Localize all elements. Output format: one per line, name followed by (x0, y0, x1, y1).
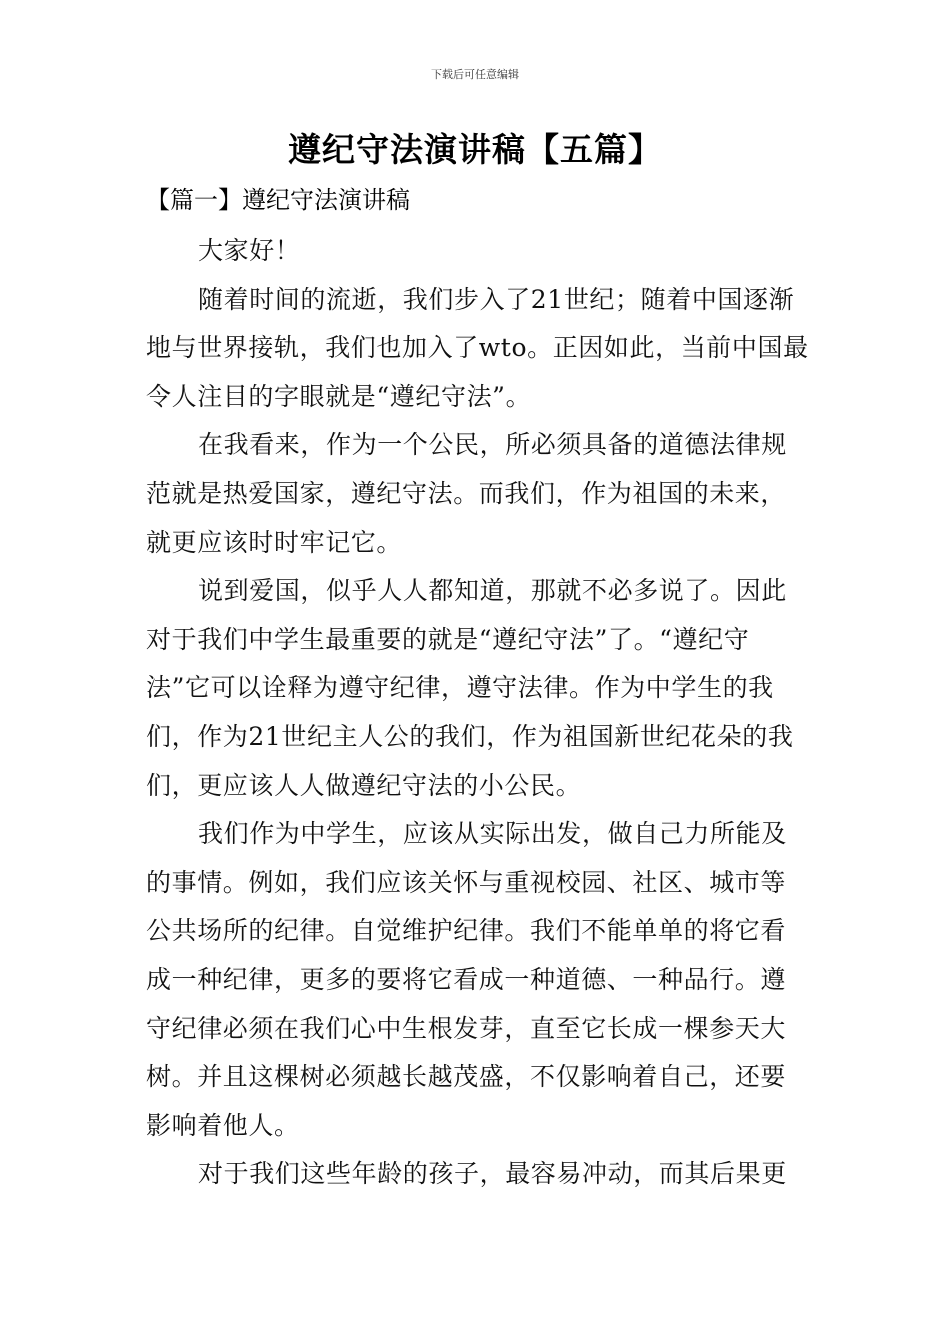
document-title: 遵纪守法演讲稿【五篇】 (288, 130, 662, 169)
document-body (146, 227, 809, 1199)
paragraph (146, 227, 806, 276)
paragraph-line: 说到爱国，似乎人人都知道，那就不必多说了。因此 (198, 576, 787, 606)
paragraph-line: 对于我们这些年龄的孩子，最容易冲动，而其后果更 (198, 1159, 787, 1189)
paragraph (146, 1150, 806, 1199)
paragraph-line: 令人注目的字眼就是“遵纪守法”。 (146, 381, 532, 411)
paragraph (146, 567, 806, 810)
paragraph-line: 地与世界接轨，我们也加入了wto。正因如此，当前中国最 (146, 333, 809, 363)
section-heading: 【篇一】遵纪守法演讲稿 (146, 186, 410, 214)
paragraph (146, 421, 806, 567)
paragraph (146, 810, 806, 1150)
paragraph-line: 法”它可以诠释为遵守纪律，遵守法律。作为中学生的我 (146, 673, 774, 703)
paragraph-line: 公共场所的纪律。自觉维护纪律。我们不能单单的将它看 (146, 916, 787, 946)
paragraph-line: 我们作为中学生，应该从实际出发，做自己力所能及 (198, 819, 787, 849)
paragraph-line: 在我看来，作为一个公民，所必须具备的道德法律规 (198, 430, 787, 460)
paragraph-line: 成一种纪律，更多的要将它看成一种道德、一种品行。遵 (146, 964, 787, 994)
paragraph-line: 的事情。例如，我们应该关怀与重视校园、社区、城市等 (146, 867, 787, 897)
paragraph-line: 影响着他人。 (146, 1110, 300, 1140)
paragraph-line: 随着时间的流逝，我们步入了21世纪；随着中国逐渐 (198, 284, 795, 314)
paragraph-line: 树。并且这棵树必须越长越茂盛，不仅影响着自己，还要 (146, 1062, 787, 1092)
paragraph-line: 大家好！ (198, 236, 301, 265)
paragraph-line: 就更应该时时牢记它。 (146, 527, 403, 557)
paragraph-line: 对于我们中学生最重要的就是“遵纪守法”了。“遵纪守 (146, 624, 750, 654)
paragraph-line: 范就是热爱国家，遵纪守法。而我们，作为祖国的未来， (146, 478, 787, 508)
paragraph-line: 们，作为21世纪主人公的我们，作为祖国新世纪花朵的我 (146, 721, 794, 751)
paragraph-line: 守纪律必须在我们心中生根发芽，直至它长成一棵参天大 (146, 1013, 787, 1043)
paragraph-line: 们，更应该人人做遵纪守法的小公民。 (146, 770, 582, 800)
paragraph (146, 276, 809, 422)
header-note: 下载后可任意编辑 (431, 68, 519, 81)
